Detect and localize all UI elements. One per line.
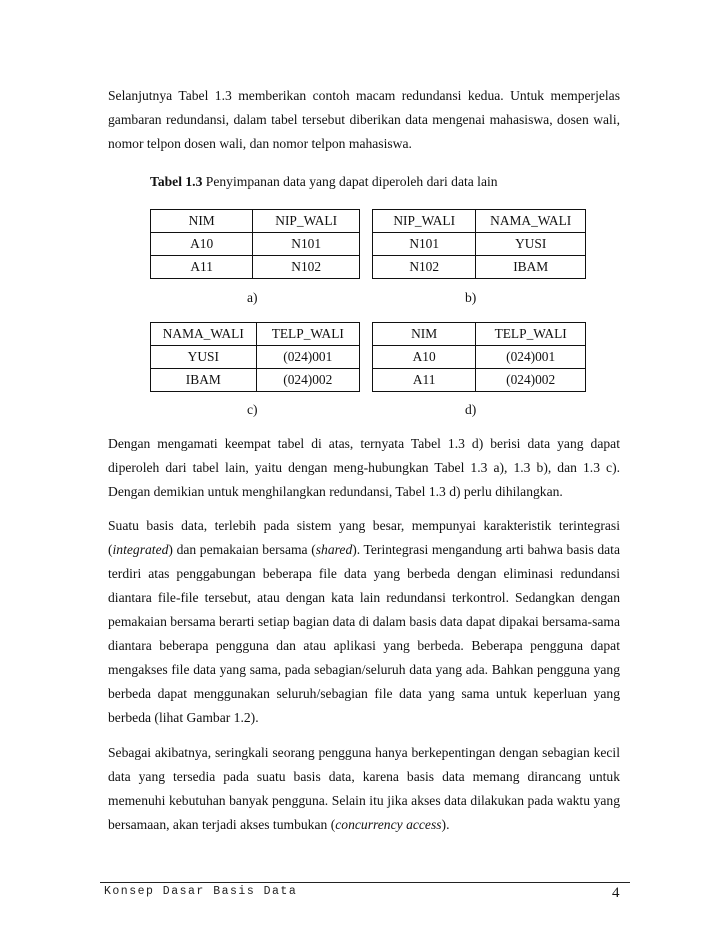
table-c-cell: IBAM [151, 369, 257, 392]
table-a-header-row [151, 210, 360, 233]
table-a-header-cell: NIM [151, 210, 253, 233]
paragraph-3-run: ) dan pemakaian bersama ( [168, 542, 316, 557]
table-d-cell: (024)002 [476, 369, 586, 392]
table-b-cell: N102 [373, 256, 476, 279]
intro-paragraph [108, 84, 620, 156]
table-d-sublabel: d) [465, 402, 477, 417]
table-a-row [151, 256, 360, 279]
table-b-header-row [373, 210, 586, 233]
paragraph-3-run: shared [315, 542, 353, 557]
paragraph-2-run: Dengan mengamati keempat tabel di atas, ternyata Tabel 1.3 d) berisi data yang dapat diperoleh dari tabel lain, yaitu dengan meng-hubungkan Tabel 1.3 a), 1.3 b), dan 1.3 c). Dengan demikian untuk menghilangkan redundansi, Tabel 1.3 d) perlu dihilangkan. [108, 436, 620, 499]
paragraph-4-run: concurrency access [335, 817, 442, 832]
table-b-row [373, 256, 586, 279]
table-b [372, 209, 586, 279]
paragraph-4-run: ). [441, 817, 450, 832]
table-a-row [151, 233, 360, 256]
table-d [372, 322, 586, 392]
intro-paragraph-run: wali, nomor telpon dosen wali, dan nomor telpon mahasiswa. [108, 112, 620, 151]
table-a-cell: A10 [151, 233, 253, 256]
paragraph-4 [108, 741, 620, 837]
table-caption-label: Tabel 1.3 [150, 174, 203, 189]
table-a [150, 209, 360, 279]
table-c [150, 322, 360, 392]
paragraph-3-run: ). Terintegrasi mengandung arti bahwa basis data terdiri atas penggabungan beberapa file data yang berbeda dengan eliminasi redundansi diantara file-file tersebut, atau dengan kata lain redundansi terkontrol. Sedangkan dengan pemakaian bersama berarti setiap bagian data di dalam basis data dapat dipakai bersama-sama diantara beberapa pengguna dan atau aplikasi yang berbeda. Beberapa pengguna dapat mengakses file data yang sama, pada sebagian/seluruh data yang ada. Bahkan pengguna yang berbeda dapat menggunakan seluruh/sebagian file data yang sama untuk keperluan yang berbeda (lihat Gambar 1.2). [108, 542, 620, 725]
paragraph-3-run: integrated [112, 542, 169, 557]
paragraph-3 [108, 514, 620, 730]
table-c-cell: (024)001 [256, 346, 359, 369]
table-d-header-cell: TELP_WALI [476, 323, 586, 346]
table-caption [150, 174, 498, 190]
table-b-cell: IBAM [476, 256, 586, 279]
table-d-header-row [373, 323, 586, 346]
table-a-sublabel: a) [247, 290, 258, 305]
table-c-sublabel: c) [247, 402, 258, 417]
table-b-cell: N101 [373, 233, 476, 256]
table-c-row [151, 369, 360, 392]
table-a-cell: A11 [151, 256, 253, 279]
table-d-cell: A11 [373, 369, 476, 392]
paragraph-3-run: Suatu basis data, terlebih pada sistem yang besar, mempunyai karakteristik terintegrasi ( [108, 518, 620, 557]
table-c-header-cell: NAMA_WALI [151, 323, 257, 346]
paragraph-4-run: Sebagai akibatnya, seringkali seorang pengguna hanya berkepentingan dengan sebagian kecil data yang tersedia pada suatu basis data, karena basis data memang dirancang untuk memenuhi kebutuhan banyak pengguna. Selain itu jika akses data dilakukan pada waktu yang bersamaan, akan terjadi akses tumbukan ( [108, 745, 620, 832]
footer-divider [100, 882, 630, 883]
table-d-row [373, 369, 586, 392]
table-d-cell: A10 [373, 346, 476, 369]
paragraph-2 [108, 432, 620, 504]
table-d-header-cell: NIM [373, 323, 476, 346]
page-number: 4 [612, 885, 620, 901]
table-c-header-cell: TELP_WALI [256, 323, 359, 346]
table-caption-text: Penyimpanan data yang dapat diperoleh dari data lain [202, 174, 498, 189]
table-b-sublabel: b) [465, 290, 477, 305]
table-a-cell: N102 [253, 256, 360, 279]
table-b-header-cell: NIP_WALI [373, 210, 476, 233]
table-c-row [151, 346, 360, 369]
table-b-cell: YUSI [476, 233, 586, 256]
footer-title: Konsep Dasar Basis Data [104, 885, 298, 898]
table-a-cell: N101 [253, 233, 360, 256]
table-c-cell: YUSI [151, 346, 257, 369]
table-a-header-cell: NIP_WALI [253, 210, 360, 233]
table-c-header-row [151, 323, 360, 346]
table-d-cell: (024)001 [476, 346, 586, 369]
table-d-row [373, 346, 586, 369]
intro-paragraph-run: gambaran redundansi, dalam tabel tersebut diberikan data mengenai mahasiswa, dosen [108, 112, 589, 127]
table-c-cell: (024)002 [256, 369, 359, 392]
intro-paragraph-run: Selanjutnya Tabel 1.3 memberikan contoh macam redundansi kedua. Untuk memperjelas [108, 88, 620, 103]
table-b-row [373, 233, 586, 256]
table-b-header-cell: NAMA_WALI [476, 210, 586, 233]
